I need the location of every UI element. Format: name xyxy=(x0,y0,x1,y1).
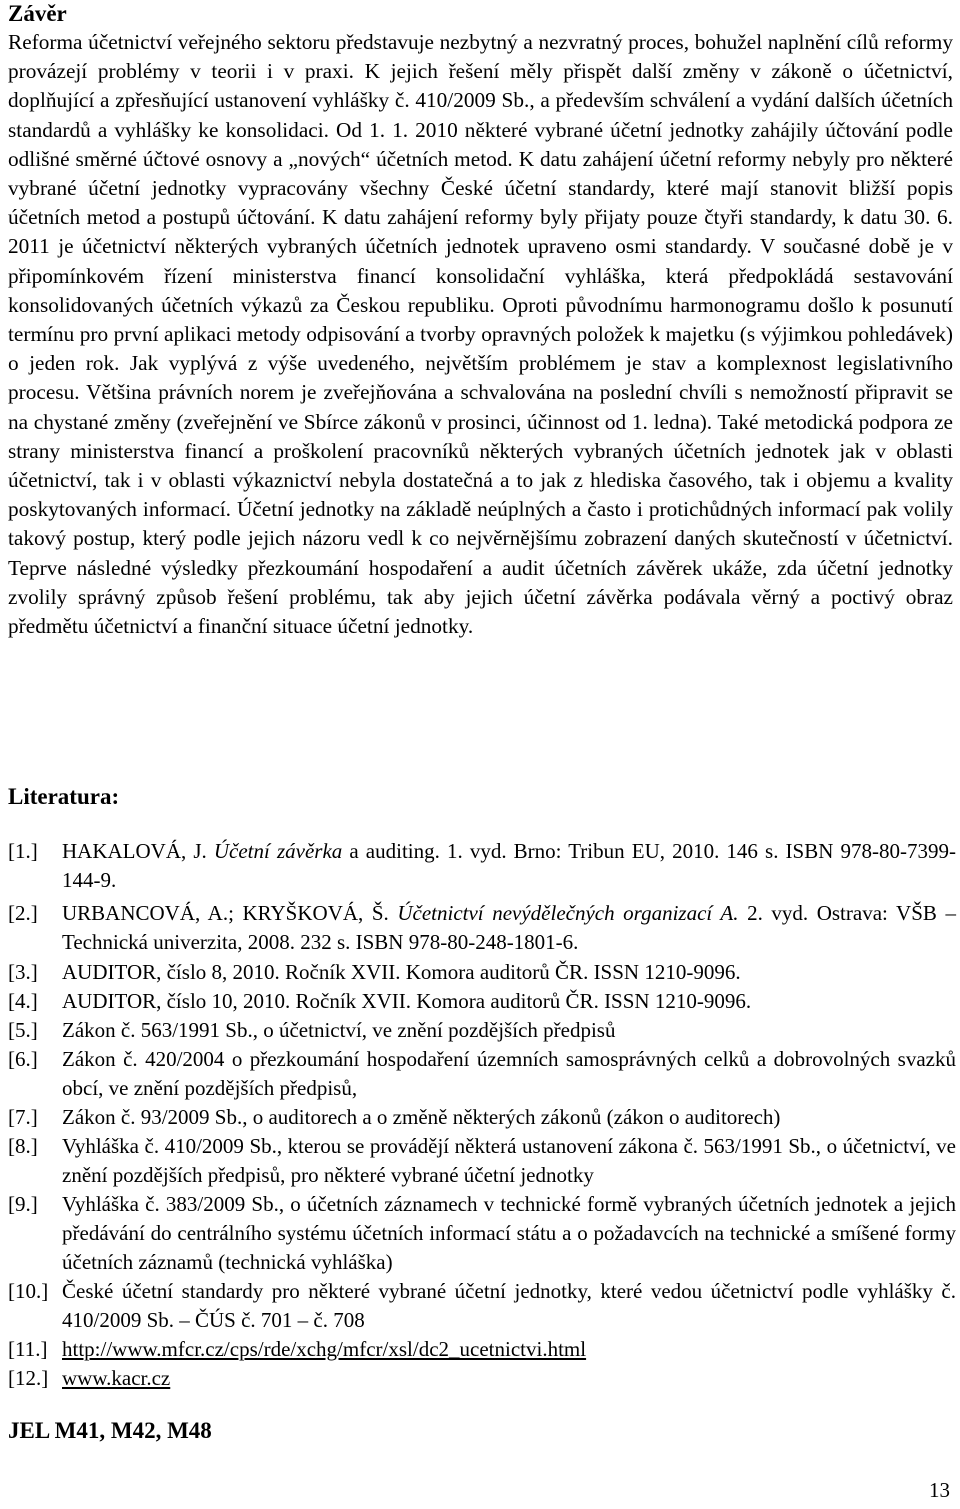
reference-number: [10.] xyxy=(8,1279,49,1303)
reference-list xyxy=(8,837,956,1393)
reference-item-11 xyxy=(8,1335,956,1364)
reference-text: České účetní standardy pro některé vybrané účetní jednotky, které vedou účetnictví podle vyhlášky č. 410/2009 Sb. – ČÚS č. 701 – č. 708 xyxy=(62,1279,956,1332)
jel-classification: JEL M41, M42, M48 xyxy=(8,1418,212,1443)
reference-text: Vyhláška č. 410/2009 Sb., kterou se provádějí některá ustanovení zákona č. 563/1991 Sb., o účetnictví, ve znění pozdějších předpisů, pro některé vybrané účetní jednotky xyxy=(62,1134,956,1187)
page-number: 13 xyxy=(929,1478,950,1502)
reference-text: URBANCOVÁ, A.; KRYŠKOVÁ, Š. xyxy=(62,901,398,925)
reference-text-rest: a auditing. 1. vyd. Brno: Tribun EU, 2010. 146 s. ISBN 978-80-7399-144-9. xyxy=(62,839,956,892)
reference-item-9 xyxy=(8,1190,956,1277)
reference-text-rest: 2. vyd. Ostrava: VŠB – Technická univerzita, 2008. 232 s. ISBN 978-80-248-1801-6. xyxy=(62,901,956,954)
reference-item-1 xyxy=(8,837,956,895)
reference-number: [5.] xyxy=(8,1018,38,1042)
reference-title: Účetnictví nevýdělečných organizací A. xyxy=(397,901,739,925)
reference-text: Vyhláška č. 383/2009 Sb., o účetních záznamech v technické formě vybraných účetních jednotek a jejich předávání do centrálního systému účetních informací státu a o požadavcích na technické a smíšené formy účetních záznamů (technická vyhláška) xyxy=(62,1192,956,1274)
reference-number: [7.] xyxy=(8,1105,38,1129)
reference-item-8 xyxy=(8,1132,956,1190)
conclusion-paragraph xyxy=(8,28,953,641)
reference-item-12 xyxy=(8,1364,956,1393)
mfcr-link[interactable]: http://www.mfcr.cz/cps/rde/xchg/mfcr/xsl/dc2_ucetnictvi.html xyxy=(62,1337,587,1361)
reference-text: HAKALOVÁ, J. xyxy=(62,839,214,863)
reference-number: [9.] xyxy=(8,1192,38,1216)
reference-title: Účetní závěrka xyxy=(213,839,343,863)
reference-item-3 xyxy=(8,958,956,987)
reference-number: [4.] xyxy=(8,989,38,1013)
conclusion-text-1: Reforma účetnictví veřejného sektoru představuje nezbytný a nezvratný proces, bohužel naplnění cílů reformy provázejí problémy v teorii i v praxi. K jejich řešení měly přispět další změny v zákoně o účetnictví, doplňující a zpřesňující ustanovení vyhlášky č. 410/2009 Sb., a především schválení a vydání dalších účetních standardů a vyhlášky ke konsolidaci. Od 1. 1. 2010 některé vybrané účetní jednotky zahájily účtování podle odlišné směrné účtové osnovy a „nových“ účetních metod. xyxy=(8,30,953,171)
conclusion-text-2: K datu zahájení účetní reformy nebyly pro některé vybrané účetní jednotky vypracovány všechny České účetní standardy, které mají stanovit bližší popis účetních metod a postupů účtování. K datu zahájení reformy byly přijaty pouze čtyři standardy, k datu 30. 6. 2011 je účetnictví některých vybraných účetních jednotek upraveno osmi standardy. xyxy=(8,146,954,259)
reference-item-2 xyxy=(8,899,956,957)
literature-heading: Literatura: xyxy=(8,784,120,809)
reference-text: Zákon č. 420/2004 o přezkoumání hospodaření územních samosprávných celků a dobrovolných svazků obcí, ve znění pozdějších předpisů, xyxy=(62,1047,956,1100)
reference-text: Zákon č. 563/1991 Sb., o účetnictví, ve znění pozdějších předpisů xyxy=(62,1018,616,1042)
kacr-link[interactable]: www.kacr.cz xyxy=(62,1366,171,1390)
reference-number: [11.] xyxy=(8,1337,48,1361)
conclusion-heading: Závěr xyxy=(8,1,67,26)
reference-text: Zákon č. 93/2009 Sb., o auditorech a o změně některých zákonů (zákon o auditorech) xyxy=(62,1105,781,1129)
reference-item-4 xyxy=(8,987,956,1016)
reference-item-6 xyxy=(8,1045,956,1103)
reference-number: [8.] xyxy=(8,1134,38,1158)
reference-number: [2.] xyxy=(8,901,38,925)
reference-item-5 xyxy=(8,1016,956,1045)
reference-item-10 xyxy=(8,1277,956,1335)
reference-number: [3.] xyxy=(8,960,38,984)
reference-number: [12.] xyxy=(8,1366,49,1390)
reference-text: AUDITOR, číslo 8, 2010. Ročník XVII. Komora auditorů ČR. ISSN 1210-9096. xyxy=(62,960,741,984)
conclusion-text-3: V současné době je v připomínkovém řízení ministerstva financí konsolidační vyhláška, která předpokládá sestavování konsolidovaných účetních výkazů za Českou republiku. Oproti původnímu harmonogramu došlo k posunutí termínu pro první aplikaci metody odpisování a tvorby opravných položek k majetku (s výjimkou pohledávek) o jeden rok. Jak vyplývá z výše uvedeného, největším problémem je stav a komplexnost legislativního procesu. Většina právních norem je zveřejňována a schvalována na poslední chvíli s nemožností připravit se na chystané změny (zveřejnění ve Sbírce zákonů v prosinci, účinnost od 1. ledna). Také metodická podpora ze strany ministerstva financí a proškolení pracovníků některých vybraných účetních jednotek jak v oblasti účetnictví, tak i v oblasti výkaznictví nebyla dostatečná a to jak z hlediska časového, tak i objemu a kvality poskytovaných informací. Účetní jednotky na základě neúplných a často i protichůdných informací pak volily takový postup, který podle jejich názoru vedl k co nejvěrnějšímu zobrazení daných skutečností v účetnictví. Teprve následné výsledky přezkoumání hospodaření a audit účetních závěrek ukáže, zda účetní jednotky zvolily správný způsob řešení problému, tak aby jejich účetní závěrka podávala věrný a poctivý obraz předmětu účetnictví a finanční situace účetní jednotky. xyxy=(8,234,953,639)
reference-item-7 xyxy=(8,1103,956,1132)
reference-text: AUDITOR, číslo 10, 2010. Ročník XVII. Komora auditorů ČR. ISSN 1210-9096. xyxy=(62,989,752,1013)
reference-number: [6.] xyxy=(8,1047,38,1071)
reference-number: [1.] xyxy=(8,839,38,863)
